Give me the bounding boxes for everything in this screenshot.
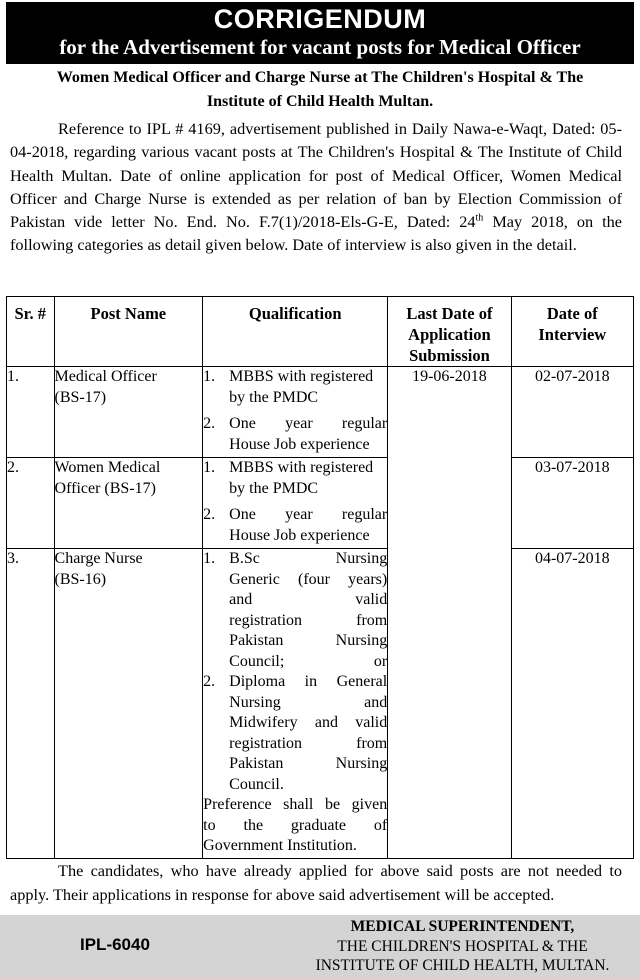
item-line: and valid	[229, 591, 388, 608]
item-line: MBBS with registered	[229, 368, 374, 385]
header-qualification: Qualification	[203, 297, 388, 367]
post-name-line-2: Officer (BS-17)	[54, 479, 156, 497]
header-interview-date	[511, 297, 633, 367]
row-post-name	[54, 367, 203, 458]
row-qualification	[203, 367, 388, 458]
row-sr: 1.	[7, 367, 55, 458]
item-line: One year regular	[229, 506, 388, 523]
item-number: 2.	[203, 673, 216, 690]
table-row	[7, 367, 634, 458]
post-name-line-1: Medical Officer	[54, 368, 157, 385]
item-line: Pakistan Nursing	[229, 755, 388, 772]
item-number: 2.	[203, 506, 216, 523]
post-name-line-1: Women Medical	[54, 459, 161, 476]
item-line: Council.	[229, 775, 284, 793]
table-header-row	[7, 297, 634, 367]
post-name-line-1: Charge Nurse	[54, 550, 143, 567]
signature-block	[300, 917, 625, 976]
signatory-line-3: INSTITUTE OF CHILD HEALTH, MULTAN.	[315, 957, 610, 974]
item-line: registration from	[229, 734, 388, 752]
signatory-title: MEDICAL SUPERINTENDENT,	[350, 918, 575, 935]
item-number: 1.	[203, 459, 216, 476]
item-number: 1.	[203, 368, 216, 385]
row-sr: 3.	[7, 549, 55, 859]
qualification-item	[203, 458, 387, 499]
notice-body	[10, 117, 622, 257]
item-line: by the PMDC	[229, 479, 319, 497]
notice-heading	[6, 66, 634, 114]
header-interview-line-2: Interview	[538, 325, 607, 344]
preference-line: Preference shall be given	[203, 796, 388, 813]
preference-line: Government Institution.	[203, 837, 357, 854]
post-name-line-2: (BS-16)	[54, 570, 107, 588]
ipl-number: IPL-6040	[80, 935, 150, 954]
item-line: MBBS with registered	[229, 459, 374, 476]
table-row	[7, 458, 634, 549]
preference-note	[203, 795, 387, 857]
notice-heading-line-1: Women Medical Officer and Charge Nurse at The Children's Hospital & The	[56, 69, 584, 86]
row-qualification	[203, 549, 388, 859]
closing-note	[10, 859, 622, 906]
item-line: Generic (four years)	[229, 570, 388, 588]
item-text	[229, 458, 387, 499]
header-last-date-line-3: Submission	[409, 346, 490, 365]
item-text	[229, 367, 387, 408]
item-line: Nursing and	[229, 693, 388, 711]
row-post-name	[54, 458, 203, 549]
item-line: Council; or	[229, 652, 388, 670]
last-date-cell: 19-06-2018	[388, 367, 511, 859]
interview-date-cell: 03-07-2018	[511, 458, 633, 549]
closing-note-text: The candidates, who have already applied for above said posts are not needed to apply. Their applications in response for above said advertisement will be accepted.	[10, 861, 622, 904]
preference-line: to the graduate of	[203, 816, 388, 834]
item-line: Diploma in General	[229, 673, 388, 690]
interview-date-cell: 02-07-2018	[511, 367, 633, 458]
header-last-date	[388, 297, 511, 367]
header-post-name: Post Name	[54, 297, 203, 367]
item-text	[229, 672, 387, 795]
posts-table	[6, 296, 634, 859]
table-row	[7, 549, 634, 859]
notice-heading-line-2: Institute of Child Health Multan.	[206, 93, 434, 110]
item-line: B.Sc Nursing	[229, 550, 388, 567]
header-interview-line-1: Date of	[546, 304, 598, 323]
qualification-item	[203, 367, 387, 408]
item-line: House Job experience	[229, 435, 370, 453]
item-line: One year regular	[229, 415, 388, 432]
item-text	[229, 414, 387, 455]
item-line: Midwifery and valid	[229, 714, 388, 731]
page-subtitle: for the Advertisement for vacant posts for Medical Officer	[59, 35, 581, 59]
item-line: House Job experience	[229, 526, 370, 544]
post-name-line-2: (BS-17)	[54, 388, 107, 406]
row-post-name	[54, 549, 203, 859]
item-number: 1.	[203, 550, 216, 567]
notice-body-part-1: Reference to IPL # 4169, advertisement published in Daily Nawa-e-Waqt, Dated: 05-04-2018, regarding various vacant posts at The Children's Hospital & The Institute of Child Health Multan. Date of online application for post of Medical Officer, Women Medical Officer and Charge Nurse is extended as per relation of ban by Election Commission of Pakistan vide letter No. End. No. F.7(1)/2018-Els-G-E, Dated: 24	[10, 119, 622, 232]
header-last-date-line-1: Last Date of	[406, 304, 493, 323]
notice-body-part-2: May 2018, on the following categories as detail given below. Date of interview is also given in the detail.	[10, 212, 623, 255]
header-sr: Sr. #	[7, 297, 55, 367]
qualification-item	[203, 549, 387, 672]
item-line: Pakistan Nursing	[229, 632, 388, 649]
item-number: 2.	[203, 415, 216, 432]
page-title: CORRIGENDUM	[213, 4, 427, 34]
interview-date-cell: 04-07-2018	[511, 549, 633, 859]
signatory-line-2: THE CHILDREN'S HOSPITAL & THE	[337, 937, 588, 955]
header-last-date-line-2: Application	[408, 325, 491, 344]
item-text	[229, 505, 387, 546]
row-qualification	[203, 458, 388, 549]
qualification-item	[203, 505, 387, 546]
item-line: by the PMDC	[229, 388, 319, 406]
qualification-item	[203, 414, 387, 455]
item-text	[229, 549, 387, 672]
ordinal-suffix: th	[475, 212, 484, 224]
row-sr: 2.	[7, 458, 55, 549]
title-banner	[6, 2, 634, 64]
item-line: registration from	[229, 611, 388, 629]
qualification-item	[203, 672, 387, 795]
